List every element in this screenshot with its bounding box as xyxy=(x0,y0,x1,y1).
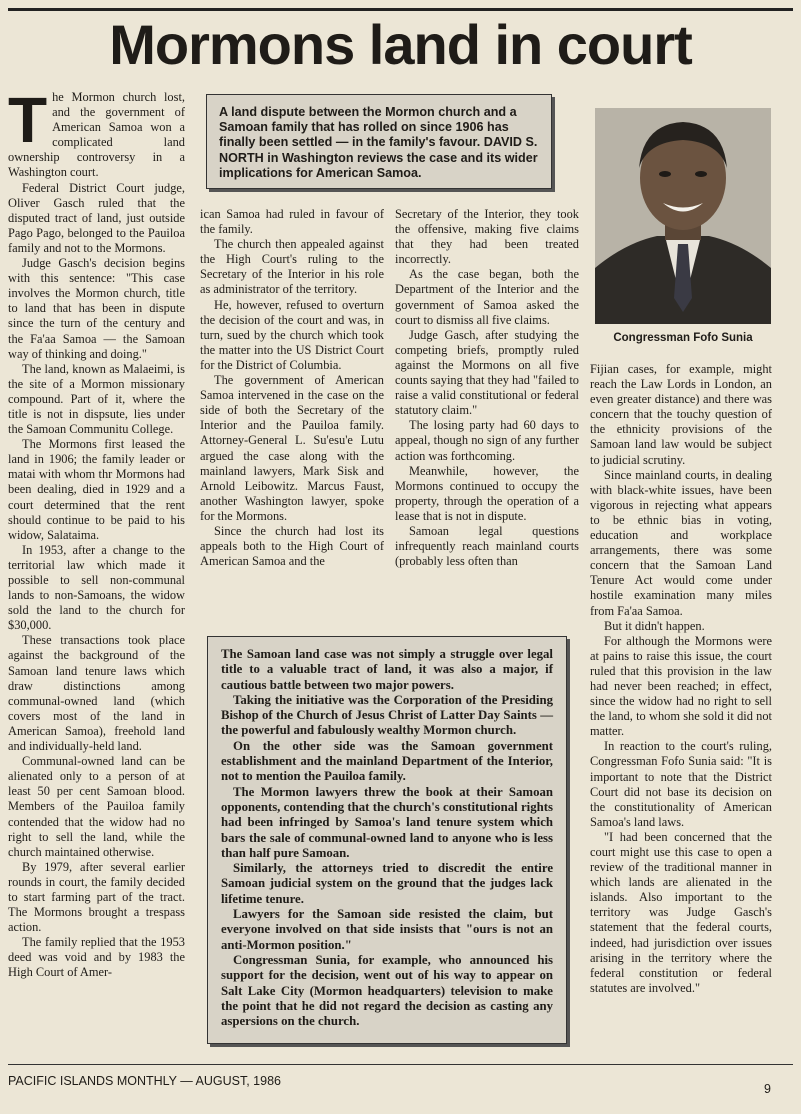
footer-rule xyxy=(8,1064,793,1065)
column-2 xyxy=(200,207,384,569)
paragraph: The losing party had 60 days to appeal, though no sign of any further action was forthcoming. xyxy=(395,418,579,463)
paragraph: Judge Gasch's decision begins with this sentence: "This case involves the Mormon church, title to land that has been in dispute since the turn of the century and the Fa'aa Samoa — the Samoan way of thinking and doing." xyxy=(8,256,185,361)
paragraph: Fijian cases, for example, might reach the Law Lords in London, an even greater distance) and there was concern that the touchy question of the ethnicity provisions of the Samoan land law would be subject to judicial scrutiny. xyxy=(590,362,772,467)
portrait-photo xyxy=(595,108,771,324)
paragraph: By 1979, after several earlier rounds in court, the family decided to start farming part of the tract. The Mormons brought a trespass action. xyxy=(8,859,185,935)
pullout-paragraph: The Samoan land case was not simply a struggle over legal title to a valuable tract of land, it was also a major, if cautious battle between two major powers. xyxy=(221,647,553,692)
pullout-paragraph: Similarly, the attorneys tried to discredit the entire Samoan judicial system on the ground that the judges lack lifetime tenure. xyxy=(221,861,553,906)
page-number: 9 xyxy=(764,1082,771,1096)
paragraph: In reaction to the court's ruling, Congressman Fofo Sunia said: "It is important to note that the District Court did not base its decision on the constitutionality of American Samoa's land laws. xyxy=(590,739,772,829)
paragraph: The family replied that the 1953 deed was void and by 1983 the High Court of Amer- xyxy=(8,935,185,980)
paragraph: ican Samoa had ruled in favour of the family. xyxy=(200,207,384,237)
paragraph: Judge Gasch, after studying the competing briefs, promptly ruled against the Mormons on all five counts saying that they had "failed to raise a valid constitutional or federal statutory claim." xyxy=(395,327,579,418)
column-4 xyxy=(590,362,772,996)
paragraph: In 1953, after a change to the territorial law which made it possible to sell non-communal lands to non-Samoans, the widow sold the land to the church for $30,000. xyxy=(8,542,185,633)
pullout-paragraph: Lawyers for the Samoan side resisted the claim, but everyone involved on that side insists that "ours is not an anti-Mormon position." xyxy=(221,907,553,952)
footer-text: PACIFIC ISLANDS MONTHLY — AUGUST, 1986 xyxy=(8,1074,281,1088)
intro-text: A land dispute between the Mormon church and a Samoan family that has rolled on since 1906 has finally been settled — in the family's favour. DAVID S. NORTH in Washington reviews the case and its wider implications for American Samoa. xyxy=(219,105,538,180)
paragraph: Secretary of the Interior, they took the offensive, making five claims that they had been treated incorrectly. xyxy=(395,207,579,267)
paragraph: These transactions took place against the background of the Samoan land tenure laws which draw distinctions among communal-owned land (which covers most of the land in American Samoa), freehold land and individually-held land. xyxy=(8,633,185,754)
column-1 xyxy=(8,84,185,981)
paragraph: Since the church had lost its appeals both to the High Court of American Samoa and the xyxy=(200,523,384,569)
portrait-illustration xyxy=(595,108,771,324)
pullout-paragraph: On the other side was the Samoan government establishment and the mainland Department of the Interior, not to mention the Pauiloa family. xyxy=(221,738,553,784)
column-3 xyxy=(395,207,579,569)
pullout-box xyxy=(207,636,567,1044)
paragraph: The government of American Samoa intervened in the case on the side of both the Secretary of the Interior and the Pauiloa family. Attorney-General L. Su'esu'e Lutu argued the case along with the mainland lawyers, Mark Sisk and Arnold Leibowitz. Marcus Faust, another Washington lawyer, spoke for the Mormons. xyxy=(200,373,384,523)
drop-cap: T xyxy=(8,84,48,156)
pullout-paragraph: Taking the initiative was the Corporation of the Presiding Bishop of the Church of Jesus Christ of Latter Day Saints — the powerful and fabulously wealthy Mormon church. xyxy=(221,692,553,738)
paragraph: Samoan legal questions infrequently reach mainland courts (probably less often than xyxy=(395,523,579,569)
paragraph: As the case began, both the Department of the Interior and the government of Samoa asked the court to dismiss all five claims. xyxy=(395,267,579,327)
photo-caption: Congressman Fofo Sunia xyxy=(613,332,753,344)
paragraph: But it didn't happen. xyxy=(604,618,705,633)
paragraph: The church then appealed against the High Court's ruling to the Secretary of the Interior in his role as administrator of the territory. xyxy=(200,237,384,297)
paragraph: For although the Mormons were at pains to raise this issue, the court ruled that this provision in the law had never been reached; in effect, since the widow had no right to sell the land, to whom she sold it did not matter. xyxy=(590,633,772,739)
top-rule xyxy=(8,8,793,11)
paragraph: He, however, refused to overturn the decision of the court and was, in turn, sued by the church which took the matter into the US District Court for the District of Columbia. xyxy=(200,297,384,372)
pullout-paragraph: The Mormon lawyers threw the book at their Samoan opponents, contending that the church's constitutional rights had been infringed by Samoa's land tenure system which bars the sale of communal-owned land to anyone who is less than half pure Samoan. xyxy=(221,784,553,860)
paragraph: he Mormon church lost, and the government of American Samoa won a complicated land ownership controversy in a Washington court. xyxy=(8,90,185,180)
headline: Mormons land in court xyxy=(109,13,692,76)
paragraph: The land, known as Malaeimi, is the site of a Mormon missionary compound. Part of it, where the title is not in dispsute, lies under the Samoan Communitu College. xyxy=(8,361,185,437)
intro-box xyxy=(206,94,552,189)
paragraph: The Mormons first leased the land in 1906; the family leader or matai with whom thr Mormons had been dealing, died in 1929 and a court determined that the rent should continue to be paid to his widow, Salataima. xyxy=(8,437,185,542)
paragraph: Meanwhile, however, the Mormons continued to occupy the property, through the operation of a lease that is not in dispute. xyxy=(395,463,579,523)
paragraph: Communal-owned land can be alienated only to a person of at least 50 per cent Samoan blood. Members of the Pauiloa family contended that the widow had no right to sell the land, while the church maintained otherwise. xyxy=(8,754,185,859)
paragraph: "I had been concerned that the court might use this case to open a review of the traditional manner in which lands are alienated in the islands. Also important to the territory was Judge Gasch's statement that the federal courts, indeed, had jurisdiction over issues arising in the territory where the federal constitution or federal statutes are involved." xyxy=(590,829,772,995)
pullout-paragraph: Congressman Sunia, for example, who announced his support for the decision, went out of his way to appear on Salt Lake City (Mormon headquarters) television to make the point that he did not regard the decision as casting any aspersions on the church. xyxy=(221,952,553,1029)
paragraph: Federal District Court judge, Oliver Gasch ruled that the disputed tract of land, just outside Pago Pago, belonged to the Pauiloa family and not to the Mormons. xyxy=(8,180,185,255)
paragraph: Since mainland courts, in dealing with black-white issues, have been vigorous in rejecting what appears to be ethnic bias in voting, education and workplace arrangements, there was some concern that the Samoan Land Tenure Act would come under hostile examination many miles from Fa'aa Samoa. xyxy=(590,467,772,618)
